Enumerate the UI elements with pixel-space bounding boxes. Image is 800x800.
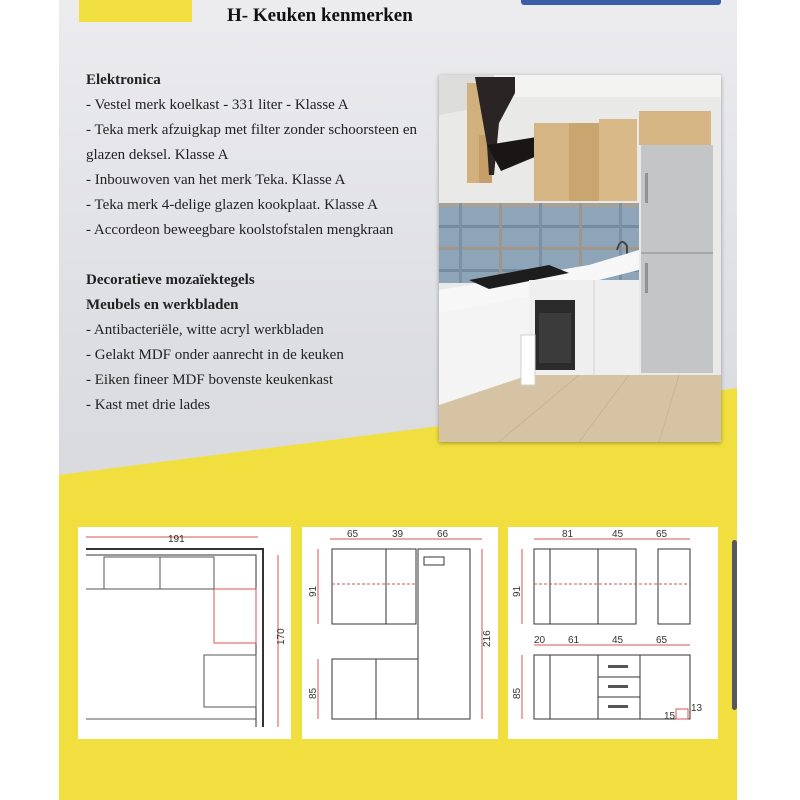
dim-label: 15 — [664, 711, 676, 722]
list-item: - Teka merk afzuigkap met filter zonder schoorsteen en glazen deksel. Klasse A — [86, 122, 418, 163]
dim-label: 91 — [308, 585, 319, 597]
scrollbar-thumb[interactable] — [732, 540, 737, 710]
dim-label: 66 — [437, 529, 449, 540]
dim-label: 216 — [482, 630, 493, 647]
dim-label: 13 — [691, 703, 703, 714]
list-item: - Antibacteriële, witte acryl werkbladen — [86, 322, 324, 338]
furniture-list — [86, 318, 436, 418]
dim-label: 20 — [534, 635, 546, 646]
spacer — [86, 243, 436, 268]
dim-label: 61 — [568, 635, 580, 646]
kitchen-illustration — [439, 75, 721, 442]
floor-plan-drawing — [78, 527, 291, 739]
list-item: - Vestel merk koelkast - 331 liter - Klasse A — [86, 97, 349, 113]
list-item: - Gelakt MDF onder aanrecht in de keuken — [86, 347, 344, 363]
dim-label: 85 — [512, 687, 523, 699]
dim-label: 65 — [656, 635, 668, 646]
list-item: - Eiken fineer MDF bovenste keukenkast — [86, 372, 334, 388]
furniture-title: Meubels en werkbladen — [86, 297, 239, 313]
dim-label: 45 — [612, 635, 624, 646]
list-item: - Kast met drie lades — [86, 397, 211, 413]
elevation-b-drawing — [508, 527, 718, 739]
list-item: - Accordeon beweegbare koolstofstalen mengkraan — [86, 222, 394, 238]
electronics-title: Elektronica — [86, 72, 161, 88]
document-page — [59, 0, 737, 800]
yellow-header-tab — [79, 0, 192, 22]
dim-label: 65 — [656, 529, 668, 540]
page-title: H- Keuken kenmerken — [227, 5, 413, 26]
list-item: - Inbouwoven van het merk Teka. Klasse A — [86, 172, 346, 188]
tiles-title: Decoratieve mozaïektegels — [86, 272, 255, 288]
feature-text-column — [86, 68, 436, 418]
page-scrollbar[interactable] — [732, 540, 738, 710]
blue-header-tab — [521, 0, 721, 5]
electronics-list — [86, 93, 436, 243]
dim-label: 45 — [612, 529, 624, 540]
dim-label: 81 — [562, 529, 574, 540]
list-item: - Teka merk 4-delige glazen kookplaat. Klasse A — [86, 197, 378, 213]
dim-label: 85 — [308, 687, 319, 699]
elevation-a-drawing — [302, 527, 498, 739]
plan-width-label: 191 — [168, 534, 185, 545]
plan-depth-label: 170 — [276, 628, 287, 645]
dim-label: 39 — [392, 529, 404, 540]
kitchen-photo — [439, 75, 721, 442]
dim-label: 91 — [512, 585, 523, 597]
dim-label: 65 — [347, 529, 359, 540]
